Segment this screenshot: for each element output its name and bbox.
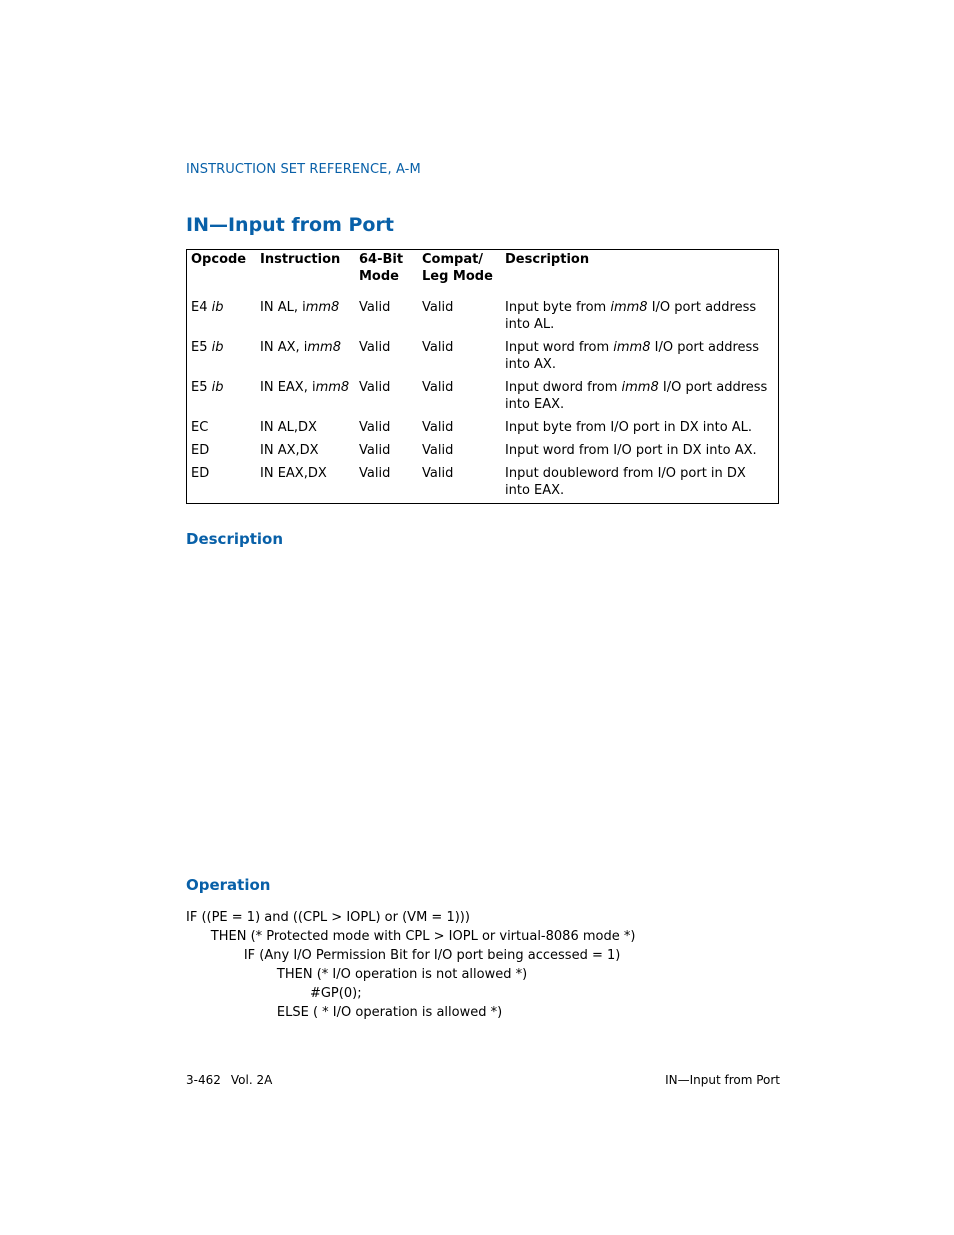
- opcode-text: E5: [191, 340, 212, 355]
- cell-64bit-mode: Valid: [359, 380, 391, 395]
- page-number: 3-462: [186, 1073, 221, 1087]
- cell-instruction: [256, 442, 355, 465]
- column-header-instruction: Instruction: [260, 252, 341, 267]
- opcode-text: ED: [191, 466, 210, 481]
- opcode-operand: ib: [211, 380, 224, 395]
- cell-description: [501, 465, 779, 504]
- cell-opcode: [187, 419, 257, 442]
- opcode-table: [186, 249, 779, 504]
- cell-opcode: [187, 379, 257, 419]
- description-operand: imm8: [621, 380, 659, 395]
- cell-instruction: [256, 465, 355, 504]
- table-row: [187, 442, 779, 465]
- cell-instruction: [256, 339, 355, 379]
- cell-description: [501, 419, 779, 442]
- volume-label: Vol. 2A: [230, 1073, 273, 1087]
- table-row: [187, 339, 779, 379]
- description-text: Input byte from: [505, 300, 611, 315]
- opcode-text: E4: [191, 300, 212, 315]
- cell-compat-leg-mode: Valid: [422, 340, 454, 355]
- description-text-tail: I/O port address into AX.: [505, 340, 760, 372]
- pseudocode-line: IF ((PE = 1) and ((CPL > IOPL) or (VM = 1))): [186, 910, 470, 925]
- pseudocode-line: ELSE ( * I/O operation is allowed *): [186, 1005, 503, 1020]
- pseudocode-line: THEN (* I/O operation is not allowed *): [186, 967, 528, 982]
- cell-description: [501, 379, 779, 419]
- cell-64bit-mode: Valid: [359, 443, 391, 458]
- column-header-compat-leg-mode: Compat/ Leg Mode: [422, 252, 493, 284]
- pseudocode-line: IF (Any I/O Permission Bit for I/O port being accessed = 1): [186, 948, 621, 963]
- cell-compat-leg-mode: Valid: [422, 466, 454, 481]
- cell-compat-leg-mode: Valid: [422, 300, 454, 315]
- description-text: Input word from I/O port in DX into AX.: [505, 443, 757, 458]
- instruction-text: IN EAX, i: [260, 380, 316, 395]
- footer-right: IN—Input from Port: [665, 1073, 780, 1087]
- cell-description: [501, 299, 779, 339]
- description-text-tail: I/O port address into AL.: [505, 300, 757, 332]
- cell-opcode: [187, 299, 257, 339]
- description-text-tail: I/O port address into EAX.: [505, 380, 768, 412]
- table-body: [187, 299, 779, 504]
- instruction-operand: mm8: [307, 340, 341, 355]
- pseudocode-line: THEN (* Protected mode with CPL > IOPL or virtual-8086 mode *): [186, 929, 636, 944]
- instruction-text: IN AL, i: [260, 300, 306, 315]
- section-heading-operation: Operation: [186, 876, 271, 894]
- cell-opcode: [187, 339, 257, 379]
- cell-opcode: [187, 465, 257, 504]
- description-text: Input word from: [505, 340, 614, 355]
- opcode-text: E5: [191, 380, 212, 395]
- instruction-text: IN AX, i: [260, 340, 308, 355]
- cell-compat-leg-mode: Valid: [422, 380, 454, 395]
- cell-description: [501, 442, 779, 465]
- section-heading-description: Description: [186, 530, 284, 548]
- table-header-row: [187, 250, 779, 300]
- running-header: INSTRUCTION SET REFERENCE, A-M: [186, 162, 421, 177]
- cell-compat-leg-mode: Valid: [422, 443, 454, 458]
- description-operand: imm8: [613, 340, 651, 355]
- description-operand: imm8: [610, 300, 648, 315]
- column-header-64bit-mode: 64-Bit Mode: [359, 252, 404, 284]
- column-header-description: Description: [505, 252, 590, 267]
- description-text: Input doubleword from I/O port in DX into EAX.: [505, 466, 746, 498]
- opcode-text: ED: [191, 443, 210, 458]
- instruction-text: IN AL,DX: [260, 420, 317, 435]
- cell-64bit-mode: Valid: [359, 340, 391, 355]
- table-row: [187, 299, 779, 339]
- table-row: [187, 465, 779, 504]
- instruction-text: IN AX,DX: [260, 443, 319, 458]
- instruction-text: IN EAX,DX: [260, 466, 327, 481]
- cell-opcode: [187, 442, 257, 465]
- opcode-operand: ib: [211, 300, 224, 315]
- cell-64bit-mode: Valid: [359, 420, 391, 435]
- cell-compat-leg-mode: Valid: [422, 420, 454, 435]
- opcode-operand: ib: [211, 340, 224, 355]
- table-row: [187, 419, 779, 442]
- opcode-text: EC: [191, 420, 209, 435]
- cell-instruction: [256, 419, 355, 442]
- column-header-opcode: Opcode: [191, 252, 247, 267]
- cell-64bit-mode: Valid: [359, 466, 391, 481]
- cell-64bit-mode: Valid: [359, 300, 391, 315]
- page-title: IN—Input from Port: [186, 214, 394, 236]
- description-text: Input dword from: [505, 380, 622, 395]
- operation-pseudocode: [186, 908, 635, 1022]
- table-row: [187, 379, 779, 419]
- instruction-operand: mm8: [315, 380, 350, 395]
- description-text: Input byte from I/O port in DX into AL.: [505, 420, 753, 435]
- cell-instruction: [256, 379, 355, 419]
- footer-left: [186, 1073, 272, 1087]
- pseudocode-line: #GP(0);: [186, 986, 362, 1001]
- cell-description: [501, 339, 779, 379]
- cell-instruction: [256, 299, 355, 339]
- instruction-operand: mm8: [305, 300, 340, 315]
